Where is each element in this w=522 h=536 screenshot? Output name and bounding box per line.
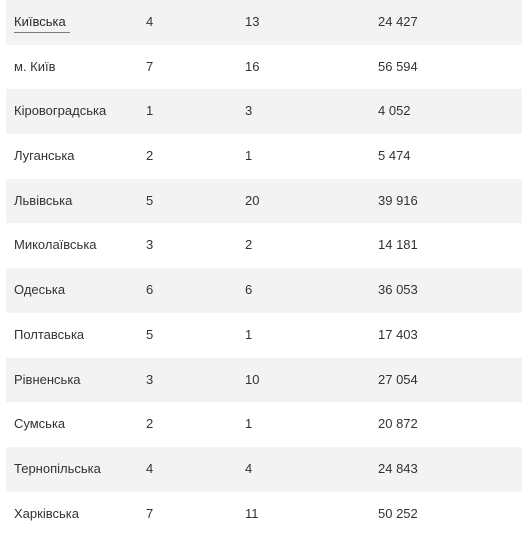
- region-cell: Луганська: [14, 148, 75, 164]
- table-row: [6, 402, 522, 447]
- region-cell: Рівненська: [14, 371, 81, 387]
- value-cell-1: 4: [146, 14, 154, 29]
- region-cell: Миколаївська: [14, 237, 97, 253]
- value-cell-2: 3: [245, 103, 253, 119]
- value-cell-1: 2: [146, 416, 154, 432]
- region-cell: Тернопільська: [14, 460, 101, 476]
- region-cell: Одеська: [14, 282, 66, 298]
- value-cell-2: 11: [245, 505, 259, 521]
- value-cell-1: 5: [146, 192, 154, 208]
- regions-table: [6, 0, 522, 535]
- value-cell-3: 20 872: [378, 416, 418, 432]
- table-row: [6, 447, 522, 492]
- region-cell: Харківська: [14, 505, 79, 521]
- table-row: [6, 492, 522, 536]
- value-cell-3: 27 054: [378, 371, 418, 387]
- value-cell-1: 1: [146, 103, 154, 119]
- region-cell[interactable]: [14, 0, 66, 45]
- value-cell-2: 16: [245, 58, 260, 74]
- region-cell: Сумська: [14, 416, 66, 432]
- table-row: [6, 179, 522, 224]
- value-cell-1: 5: [146, 326, 154, 342]
- value-cell-1: 6: [146, 282, 154, 298]
- value-cell-1: 4: [146, 460, 154, 476]
- value-cell-3: 17 403: [378, 326, 418, 342]
- value-cell-3: 24 843: [378, 460, 418, 476]
- table-row: [6, 358, 522, 403]
- value-cell-1: 3: [146, 371, 154, 387]
- region-link[interactable]: Київська: [14, 0, 66, 45]
- value-cell-3: 39 916: [378, 192, 418, 208]
- value-cell-1: 3: [146, 237, 154, 253]
- value-cell-2: 10: [245, 371, 260, 387]
- value-cell-3: 14 181: [378, 237, 418, 253]
- value-cell-2: 1: [245, 416, 253, 432]
- region-cell: Полтавська: [14, 326, 85, 342]
- value-cell-1: 7: [146, 505, 154, 521]
- value-cell-2: 4: [245, 460, 253, 476]
- value-cell-2: 1: [245, 148, 253, 164]
- value-cell-3: 50 252: [378, 505, 418, 521]
- value-cell-3: 4 052: [378, 103, 411, 119]
- table-row: [6, 0, 522, 45]
- table-row: [6, 89, 522, 134]
- table-row: [6, 268, 522, 313]
- value-cell-2: 1: [245, 326, 253, 342]
- value-cell-3: 56 594: [378, 58, 418, 74]
- table-row: [6, 313, 522, 358]
- value-cell-2: 13: [245, 14, 260, 29]
- value-cell-1: 2: [146, 148, 154, 164]
- value-cell-3: 5 474: [378, 148, 411, 164]
- region-cell: Кіровоградська: [14, 103, 107, 119]
- value-cell-2: 20: [245, 192, 260, 208]
- table-row: [6, 45, 522, 90]
- region-cell: м. Київ: [14, 58, 56, 74]
- value-cell-1: 7: [146, 58, 154, 74]
- table-row: [6, 134, 522, 179]
- value-cell-3: 36 053: [378, 282, 418, 298]
- value-cell-2: 6: [245, 282, 253, 298]
- value-cell-3: 24 427: [378, 14, 418, 29]
- region-cell: Львівська: [14, 192, 73, 208]
- table-row: [6, 223, 522, 268]
- value-cell-2: 2: [245, 237, 253, 253]
